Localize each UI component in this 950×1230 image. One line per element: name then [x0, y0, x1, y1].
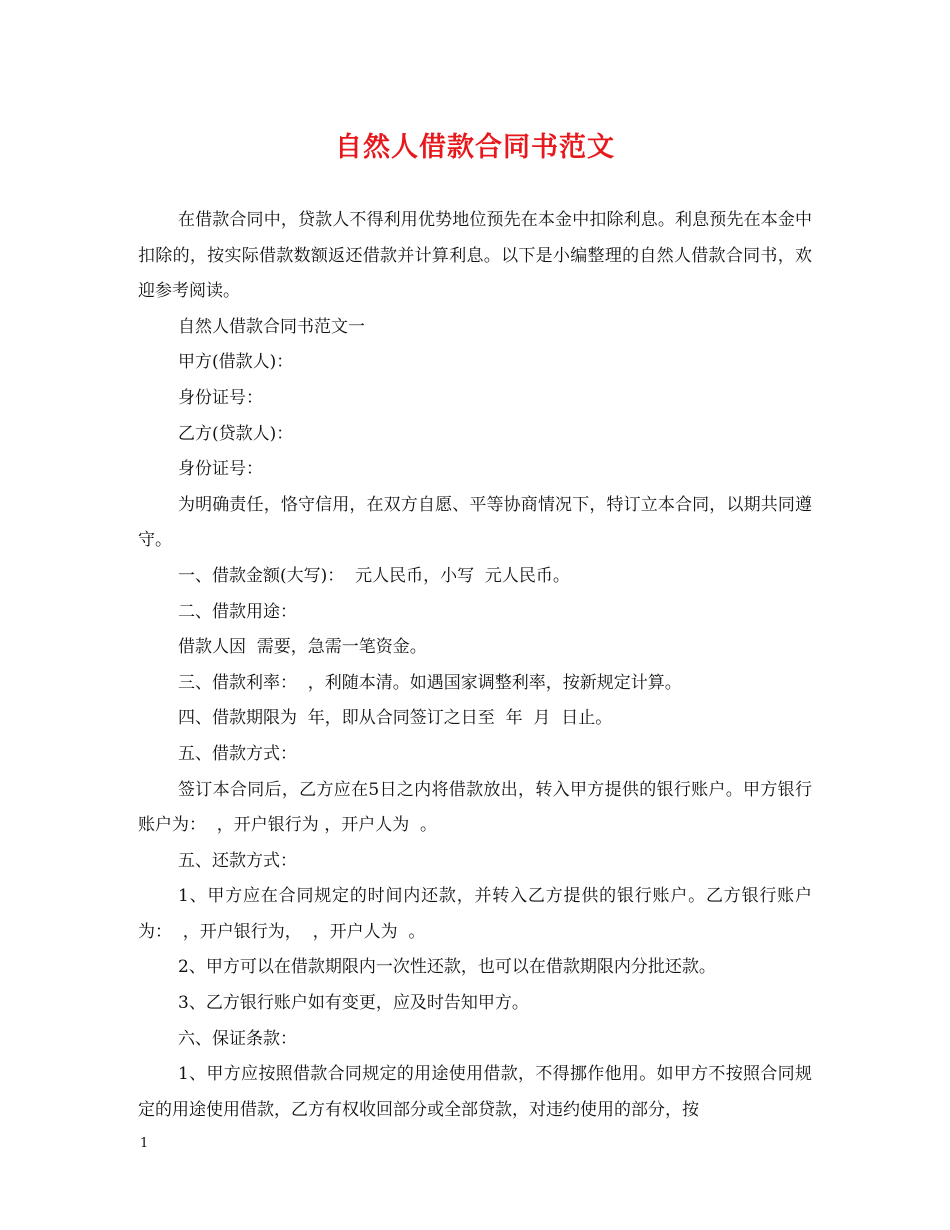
clause-repayment-method: 五、还款方式： — [178, 850, 297, 871]
party-b-id-label: 身份证号： — [178, 459, 263, 480]
loan-purpose-text: 借款人因 需要，急需一笔资金。 — [178, 637, 427, 658]
party-a-label: 甲方(借款人)： — [178, 352, 294, 373]
clause-loan-purpose: 二、借款用途： — [178, 601, 297, 622]
intro-paragraph: 在借款合同中，贷款人不得利用优势地位预先在本金中扣除利息。利息预先在本金中扣除的，按实际借款数额返还借款并计算利息。以下是小编整理的自然人借款合同书，欢迎参考阅读。 — [138, 210, 812, 302]
clause-loan-amount: 一、借款金额(大写)： 元人民币，小写 元人民币。 — [178, 565, 570, 586]
repayment-item-2: 2、甲方可以在借款期限内一次性还款，也可以在借款期限内分批还款。 — [178, 957, 716, 978]
document-body — [138, 203, 812, 1128]
party-a-id-label: 身份证号： — [178, 387, 263, 408]
repayment-item-1: 1、甲方应在合同规定的时间内还款，并转入乙方提供的银行账户。乙方银行账户为： ，开户银行为， ，开户人为 。 — [138, 886, 812, 942]
party-b-label: 乙方(贷款人)： — [178, 423, 294, 444]
section-heading: 自然人借款合同书范文一 — [178, 316, 365, 337]
repayment-item-3: 3、乙方银行账户如有变更，应及时告知甲方。 — [178, 993, 529, 1014]
clause-interest-rate: 三、借款利率： ，利随本清。如遇国家调整利率，按新规定计算。 — [178, 672, 682, 693]
guarantee-item-1: 1、甲方应按照借款合同规定的用途使用借款，不得挪作他用。如甲方不按照合同规定的用途使用借款，乙方有权收回部分或全部贷款，对违约使用的部分，按 — [138, 1064, 812, 1120]
loan-method-text: 签订本合同后，乙方应在5日之内将借款放出，转入甲方提供的银行账户。甲方银行账户为： ，开户银行为 ，开户人为 。 — [138, 779, 812, 836]
clause-loan-method: 五、借款方式： — [178, 743, 297, 764]
clause-loan-term: 四、借款期限为 年，即从合同签订之日至 年 月 日止。 — [178, 708, 613, 729]
document-title: 自然人借款合同书范文 — [335, 132, 615, 163]
contract-purpose-paragraph: 为明确责任，恪守信用，在双方自愿、平等协商情况下，特订立本合同，以期共同遵守。 — [138, 494, 812, 551]
clause-guarantee: 六、保证条款： — [178, 1028, 297, 1049]
page-number: 1 — [140, 1136, 149, 1151]
